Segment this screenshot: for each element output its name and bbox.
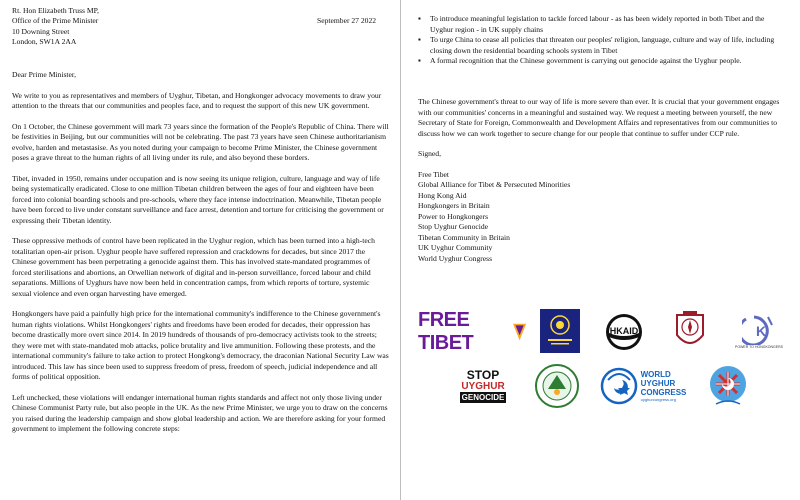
genocide-wordmark: GENOCIDE xyxy=(461,392,505,402)
world-uyghur-congress-logo xyxy=(598,364,688,408)
svg-text:K: K xyxy=(755,323,767,339)
hongkongers-in-britain-logo xyxy=(670,308,710,354)
organisation-logos xyxy=(414,308,786,414)
wuc-emblem-icon xyxy=(600,366,638,406)
power-to-hongkongers-logo xyxy=(734,310,784,354)
paragraph-intro: We write to you as representatives and members of Uyghur, Tibetan, and Hongkonger advocacy movements to draw your attention to the threats that our communities and peoples face, and to request the support of this new UK government. xyxy=(12,90,382,110)
paragraph-uyghur: These oppressive methods of control have been replicated in the Uyghur region, which has been turned into a high-tech totalitarian open-air prison. Uyghur people have suffered repression and crackdowns for decades, but since 2017 the Chinese government has been perpetrating a genocide against them. This has involved state-mandated programmes of forced sterilisations and abortions, an Orwellian network of digital and in-person surveillance, forced labour and child separations. Millions of Uyghurs have now been held in concentration camps, from which reports of torture, systemic sexual violence and even organ harvesting have emerged. xyxy=(12,236,375,298)
wuc-wordmark-world: WORLD xyxy=(640,370,671,379)
hkaid-emblem-icon xyxy=(605,313,643,351)
signatory: Power to Hongkongers xyxy=(418,211,489,221)
letter-body xyxy=(12,70,390,445)
stop-wordmark: STOP xyxy=(466,367,500,382)
hkib-crest-icon xyxy=(673,309,707,353)
address-line: London, SW1A 2AA xyxy=(12,37,77,47)
signatory: World Uyghur Congress xyxy=(418,253,493,263)
wuc-url: uyghurcongress.org xyxy=(640,397,676,402)
tcb-emblem-icon xyxy=(534,363,580,409)
list-item: ▪ A formal recognition that the Chinese government is carrying out genocide against the Uyghur people. xyxy=(418,56,778,67)
signatories-list xyxy=(418,170,782,265)
free-tibet-shield-icon xyxy=(513,322,526,342)
signatory: Stop Uyghur Genocide xyxy=(418,222,489,231)
hkaid-wordmark: HKAID xyxy=(609,326,639,336)
signatory: UK Uyghur Community xyxy=(418,243,493,252)
salutation: Dear Prime Minister, xyxy=(12,70,77,79)
signatory: Free Tibet xyxy=(418,169,450,179)
closing-paragraph: The Chinese government's threat to our way of life is more severe than ever. It is crucial that your government engages with our communities' concerns in a meaningful and sustained way. We request a meeting between yourself, the new Secretary of State for Foreign, Commonwealth and Development Affairs and representatives from our communities to discuss how we can work together to secure change for our people that continue to suffer under CCP rule. xyxy=(418,97,780,138)
list-item: ▪ To introduce meaningful legislation to tackle forced labour - as has been widely reported in both Tibet and the Uyghur region - in UK supply chains xyxy=(418,14,778,35)
gatpm-emblem-icon xyxy=(540,309,580,353)
paragraph-tibet: Tibet, invaded in 1950, remains under occupation and is now seeing its unique religion, culture, language and way of life being systematically eradicated. Close to one million Tibetan children between the ages of four and eighteen have been forced into colonial boarding schools and pre-schools, where they face intense indoctrination. Meanwhile, Tibetan people have been forced to live under constant surveillance and face arrest, detention and torture for criticising the government or expressing their Tibetan identity. xyxy=(12,173,384,225)
demands-list xyxy=(418,14,778,67)
wuc-wordmark-congress: CONGRESS xyxy=(640,388,687,397)
free-tibet-logo xyxy=(418,309,526,354)
signatory: Global Alliance for Tibet & Persecuted Minorities xyxy=(418,180,571,189)
signatory: Hong Kong Aid xyxy=(418,190,467,200)
paragraph-request: Left unchecked, these violations will endanger international human rights standards and affect not only those living under Chinese Communist Party rule, but also people in the UK. As the new Prime Minister, we urge you to draw on the concerns you raised during the leadership campaign and show global leadership and action. We are therefore asking for your formed government to implement the following concrete steps: xyxy=(12,392,388,433)
tibetan-community-britain-logo xyxy=(532,362,582,410)
paragraph-hongkong: Hongkongers have paid a painfully high price for the international community's indifference to the Chinese government's human rights violations. Whilst Hongkongers' rights and freedoms have been eroded for decades, their oppression has become drastically more overt since 2014. In 2019 hundreds of thousands of pro-democracy activists took to the streets; they were met with state-mandated mob attacks, police brutality and live ammunition. Following these protests, and the international community's failure to take action to protect Hongkong's democracy, the draconian National Security Law was introduced. This law has since been used to suppress freedom of press, freedom of speech, judicial independence and all forms of political opposition. xyxy=(12,309,389,381)
pth-subtitle: POWER TO HONGKONGERS xyxy=(735,345,783,349)
list-item: ▪ To urge China to cease all policies that threaten our peoples' religion, language, culture and way of life, including closing down the residential boarding schools system in Tibet xyxy=(418,35,778,56)
paragraph-anniversary: On 1 October, the Chinese government will mark 73 years since the formation of the People's Republic of China. There will be festivities in Beijing, but our communities will not be celebrating. The past 73 years have seen Chinese authoritarianism evolve, harden and metastasise. As you noted during your campaign to become Prime Minister, the Chinese government poses a grave threat to the human rights of all living under its rule, and also beyond these borders. xyxy=(12,121,389,162)
free-tibet-wordmark: FREE TIBET xyxy=(418,309,474,354)
signatory: Tibetan Community in Britain xyxy=(418,232,510,242)
letter-date: September 27 2022 xyxy=(317,16,377,25)
pth-emblem-icon xyxy=(742,315,776,345)
uyghur-wordmark: UYGHUR xyxy=(461,380,505,392)
ukuc-flag-icon xyxy=(708,364,748,408)
address-line: 10 Downing Street xyxy=(12,26,70,36)
closing-section xyxy=(418,97,782,264)
stop-uyghur-genocide-logo xyxy=(458,364,508,408)
address-line: Rt. Hon Elizabeth Truss MP, xyxy=(12,6,99,15)
signoff: Signed, xyxy=(418,149,441,158)
recipient-address xyxy=(12,6,99,48)
wuc-wordmark-uyghur: UYGHUR xyxy=(640,379,676,388)
signatory: Hongkongers in Britain xyxy=(418,201,490,210)
gatpm-logo xyxy=(538,308,582,354)
uk-uyghur-community-logo xyxy=(706,362,750,410)
hkaid-logo xyxy=(604,312,644,352)
address-line: Office of the Prime Minister xyxy=(12,16,99,26)
